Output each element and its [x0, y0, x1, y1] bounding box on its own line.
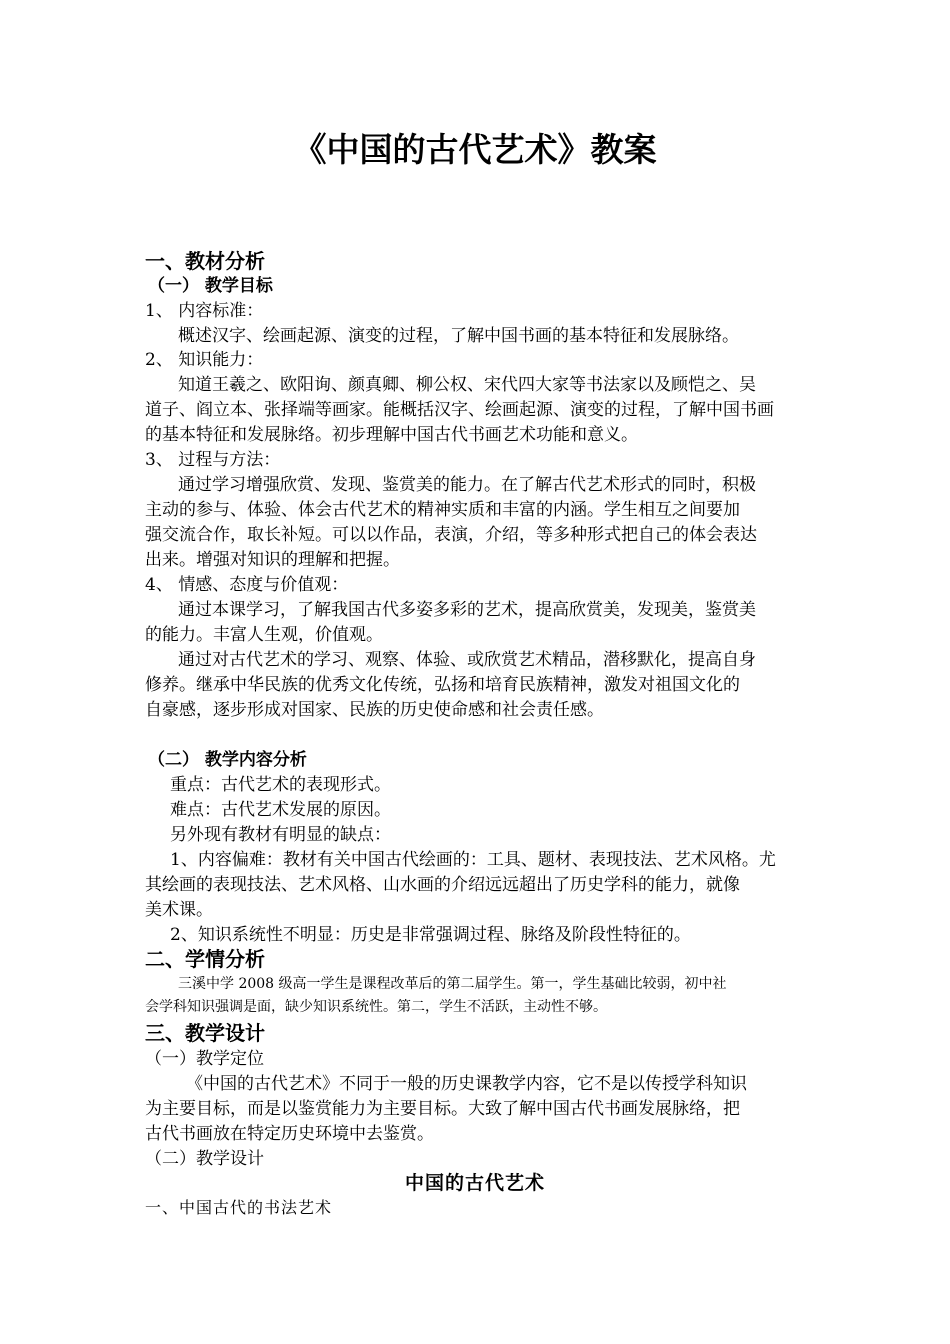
item-label-process-method: 3、 过程与方法：: [145, 450, 281, 470]
paragraph-line: 的能力。丰富人生观，价值观。: [145, 625, 383, 645]
paragraph-line: 出来。增强对知识的理解和把握。: [145, 550, 400, 570]
difficult-point: 难点：古代艺术发展的原因。: [170, 800, 391, 820]
subheading-design: （二）教学设计: [145, 1149, 264, 1169]
paragraph-line: 会学科知识强调是面，缺少知识系统性。第二，学生不活跃，主动性不够。: [145, 999, 607, 1015]
paragraph-line: 强交流合作，取长补短。可以以作品，表演，介绍，等多种形式把自己的体会表达: [145, 525, 757, 545]
paragraph-line: 的基本特征和发展脉络。初步理解中国古代书画艺术功能和意义。: [145, 425, 638, 445]
subheading-teaching-positioning: （一）教学定位: [145, 1049, 264, 1069]
paragraph-line: 修养。继承中华民族的优秀文化传统，弘扬和培育民族精神，激发对祖国文化的: [145, 675, 740, 695]
paragraph-line: 通过对古代艺术的学习、观察、体验、或欣赏艺术精品，潜移默化，提高自身: [178, 650, 756, 670]
subheading-content-analysis: （二） 教学内容分析: [148, 750, 307, 770]
section-heading-teaching-design: 三、教学设计: [145, 1021, 265, 1045]
paragraph-line: 知道王羲之、欧阳询、颜真卿、柳公权、宋代四大家等书法家以及顾恺之、吴: [178, 375, 756, 395]
paragraph-line: 自豪感，逐步形成对国家、民族的历史使命感和社会责任感。: [145, 700, 604, 720]
paragraph-line: 主动的参与、体验、体会古代艺术的精神实质和丰富的内涵。学生相互之间要加: [145, 500, 740, 520]
document-title: 《中国的古代艺术》教案: [293, 130, 657, 169]
paragraph-line: 2、知识系统性不明显：历史是非常强调过程、脉络及阶段性特征的。: [170, 925, 691, 945]
paragraph-line: 《中国的古代艺术》不同于一般的历史课教学内容，它不是以传授学科知识: [186, 1074, 747, 1094]
design-first-item: 一、中国古代的书法艺术: [145, 1198, 333, 1217]
paragraph-line: 通过本课学习，了解我国古代多姿多彩的艺术，提高欣赏美，发现美，鉴赏美: [178, 600, 756, 620]
paragraph-line: 美术课。: [145, 900, 213, 920]
paragraph-line: 三溪中学 2008 级高一学生是课程改革后的第二届学生。第一，学生基础比较弱，初中社: [178, 976, 727, 992]
section-heading-textbook-analysis: 一、教材分析: [145, 249, 265, 273]
paragraph-line: 1、内容偏难：教材有关中国古代绘画的：工具、题材、表现技法、艺术风格。尤: [170, 850, 776, 870]
paragraph-line: 古代书画放在特定历史环境中去鉴赏。: [145, 1124, 434, 1144]
section-heading-learner-analysis: 二、学情分析: [145, 947, 265, 971]
paragraph-line: 概述汉字、绘画起源、演变的过程，了解中国书画的基本特征和发展脉络。: [178, 326, 739, 346]
flaws-intro: 另外现有教材有明显的缺点：: [170, 825, 391, 845]
key-point: 重点：古代艺术的表现形式。: [170, 775, 391, 795]
design-center-title: 中国的古代艺术: [404, 1172, 545, 1194]
paragraph-line: 为主要目标，而是以鉴赏能力为主要目标。大致了解中国古代书画发展脉络，把: [145, 1099, 740, 1119]
paragraph-line: 其绘画的表现技法、艺术风格、山水画的介绍远远超出了历史学科的能力，就像: [145, 875, 740, 895]
item-label-emotion-values: 4、 情感、态度与价值观：: [145, 575, 349, 595]
item-label-knowledge-ability: 2、 知识能力：: [145, 350, 264, 370]
subheading-teaching-goals: （一） 教学目标: [148, 276, 273, 296]
paragraph-line: 道子、阎立本、张择端等画家。能概括汉字、绘画起源、演变的过程，了解中国书画: [145, 400, 774, 420]
paragraph-line: 通过学习增强欣赏、发现、鉴赏美的能力。在了解古代艺术形式的同时，积极: [178, 475, 756, 495]
item-label-content-standard: 1、 内容标准：: [145, 301, 264, 321]
